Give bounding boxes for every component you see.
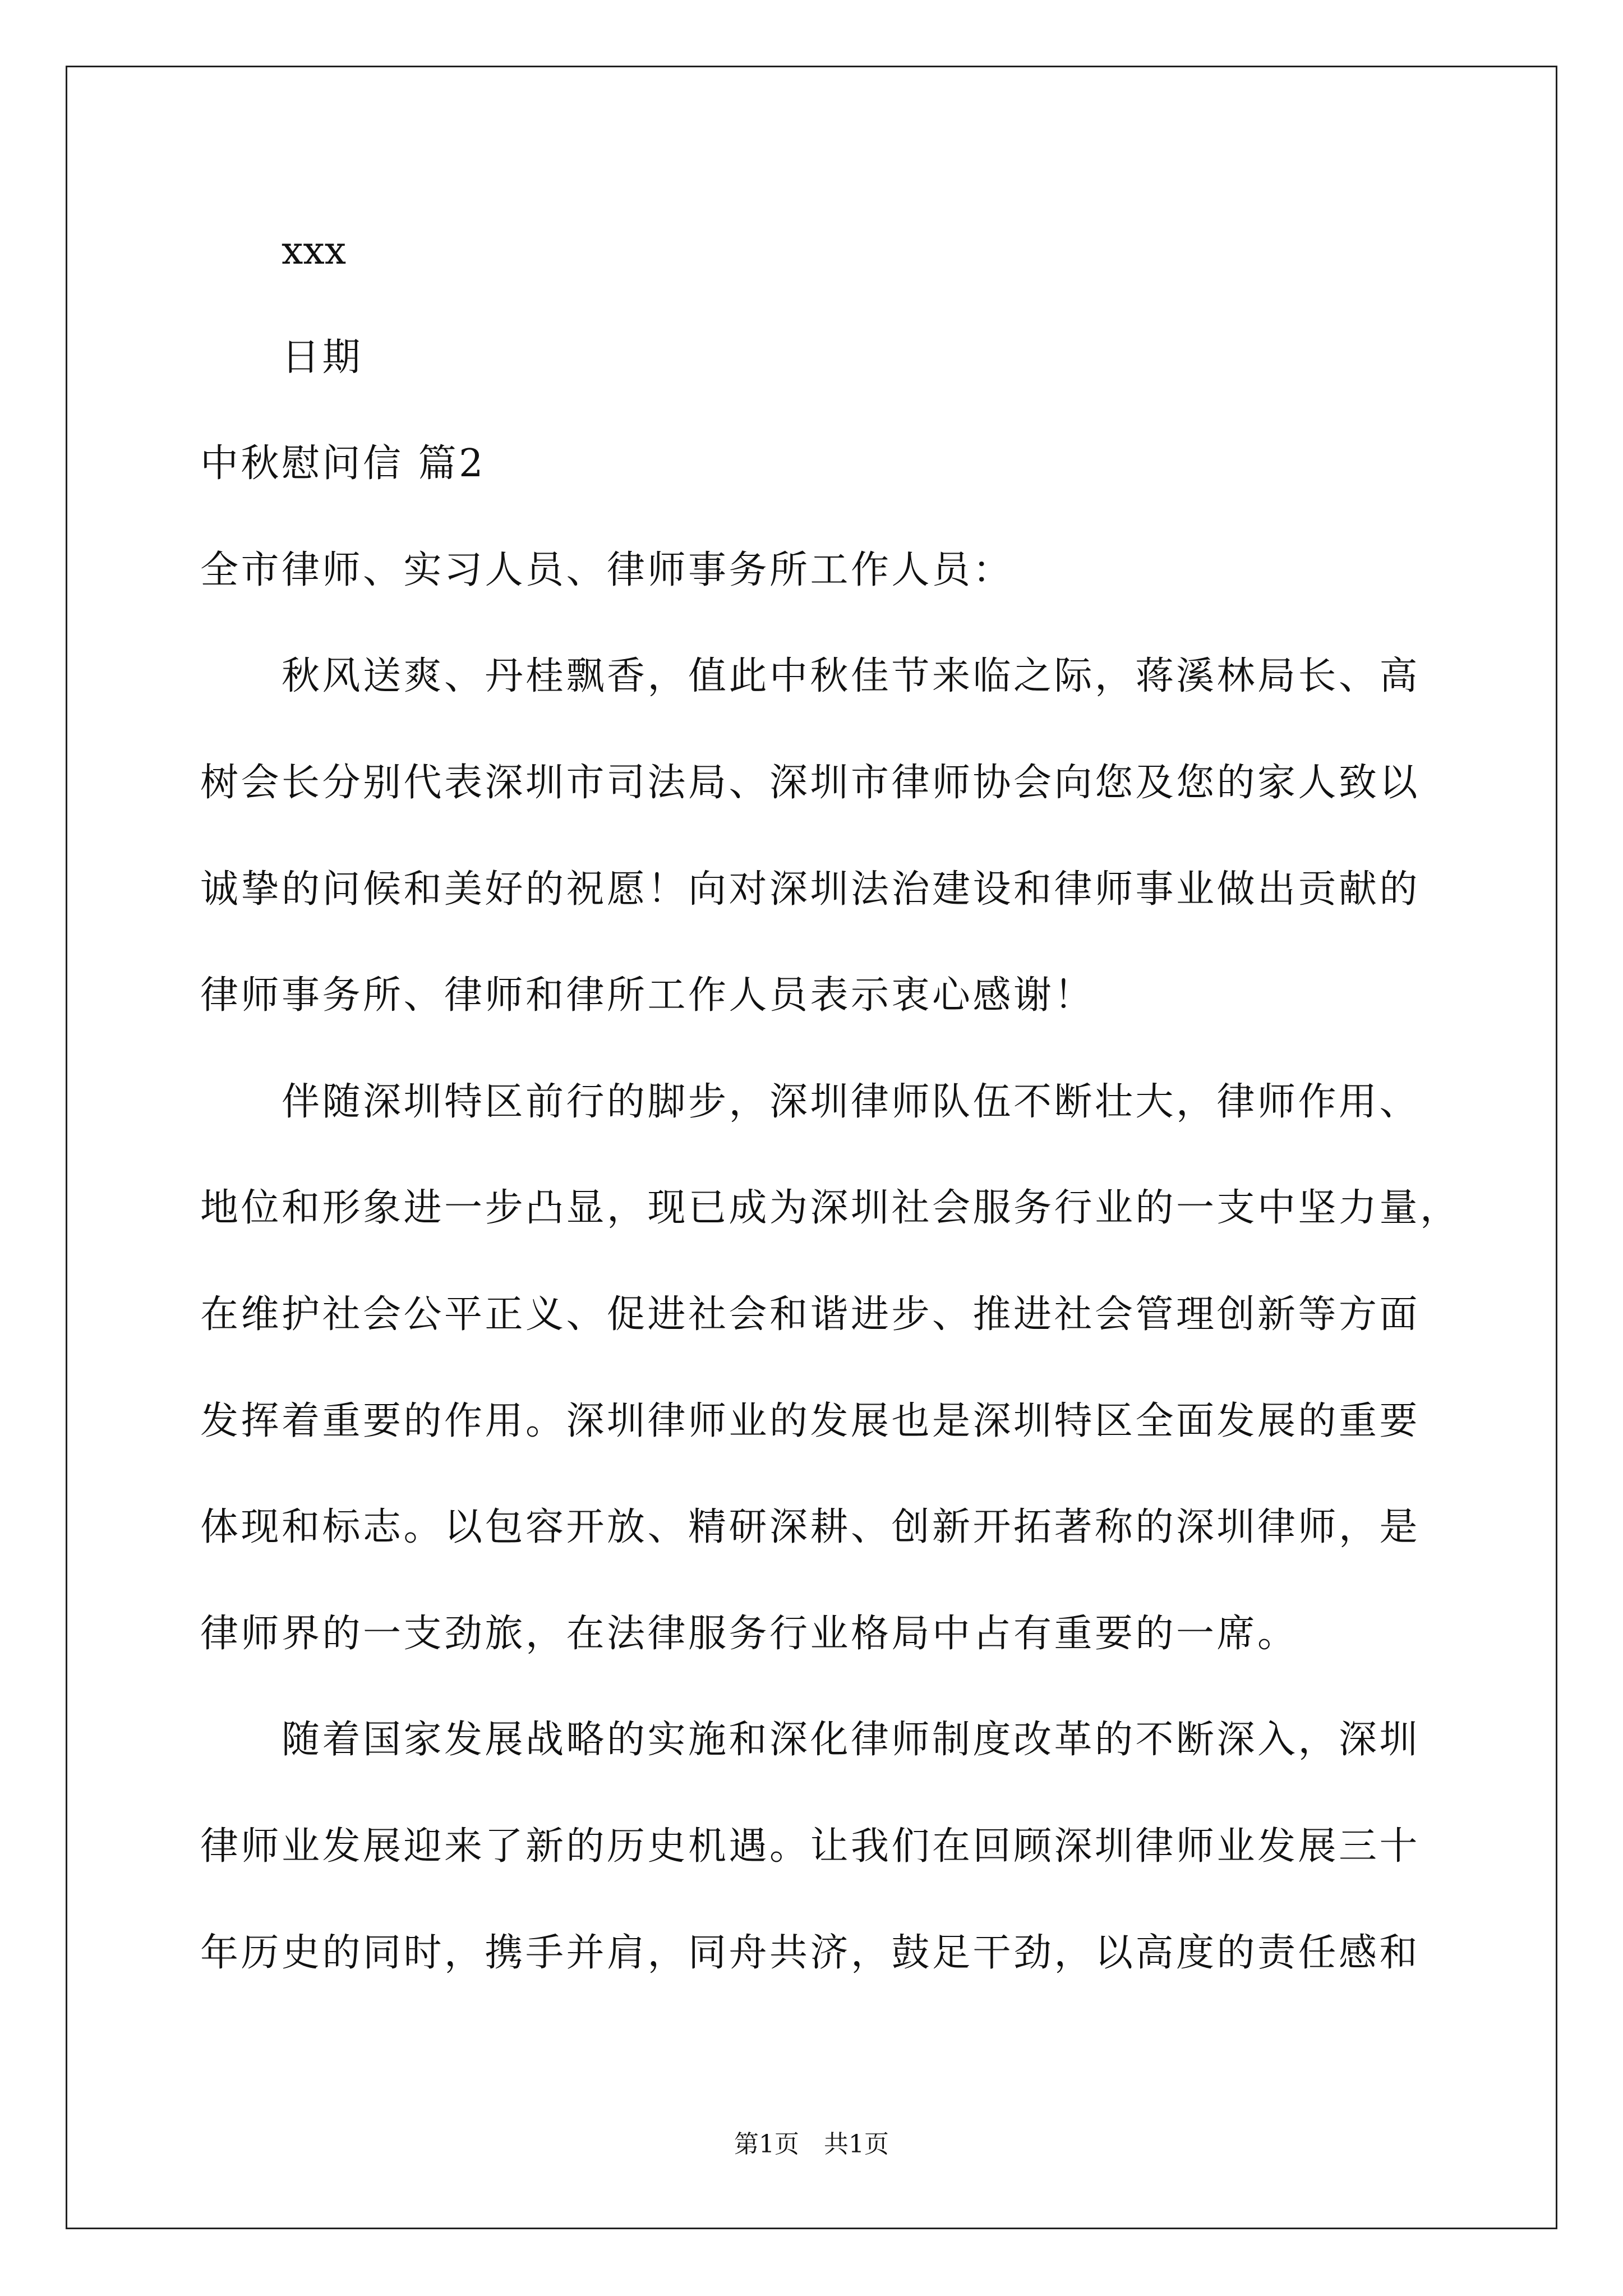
document-body [200,198,1535,2006]
signature: xxx [282,229,347,273]
paragraph-line: 律师业发展迎来了新的历史机遇。让我们在回顾深圳律师业发展三十 [200,1824,1421,1869]
paragraph-line: 年历史的同时，携手并肩，同舟共济，鼓足干劲，以高度的责任感和 [200,1930,1421,1975]
paragraph-3 [200,1687,1535,2006]
current-page-number: 第1页 [734,2130,799,2159]
paragraph-line: 随着国家发展战略的实施和深化律师制度改革的不断深入，深圳 [282,1718,1421,1763]
paragraph-line: 体现和标志。以包容开放、精研深耕、创新开拓著称的深圳律师，是 [200,1505,1421,1550]
paragraph-line: 律师界的一支劲旅，在法律服务行业格局中占有重要的一席。 [200,1611,1298,1656]
paragraph-line: 伴随深圳特区前行的脚步，深圳律师队伍不断壮大，律师作用、 [282,1079,1421,1124]
letter-heading: 中秋慰问信 篇2 [200,441,486,486]
paragraph-2 [200,1049,1535,1687]
paragraph-line: 在维护社会公平正义、促进社会和谐进步、推进社会管理创新等方面 [200,1292,1421,1337]
paragraph-line: 地位和形象进一步凸显，现已成为深圳社会服务行业的一支中坚力量， [200,1186,1461,1231]
paragraph-line: 秋风送爽、丹桂飘香，值此中秋佳节来临之际，蒋溪林局长、高 [282,654,1421,699]
paragraph-line: 树会长分别代表深圳市司法局、深圳市律师协会向您及您的家人致以 [200,760,1421,805]
paragraph-line: 诚挚的问候和美好的祝愿！向对深圳法治建设和律师事业做出贡献的 [200,867,1421,912]
paragraph-line: 发挥着重要的作用。深圳律师业的发展也是深圳特区全面发展的重要 [200,1398,1421,1443]
total-page-count: 共1页 [824,2130,889,2159]
paragraph-line: 律师事务所、律师和律所工作人员表示衷心感谢！ [200,973,1095,1018]
paragraph-1 [200,623,1535,1048]
page-footer [0,2128,1623,2161]
date-label: 日期 [282,335,363,380]
salutation: 全市律师、实习人员、律师事务所工作人员： [200,547,1014,592]
